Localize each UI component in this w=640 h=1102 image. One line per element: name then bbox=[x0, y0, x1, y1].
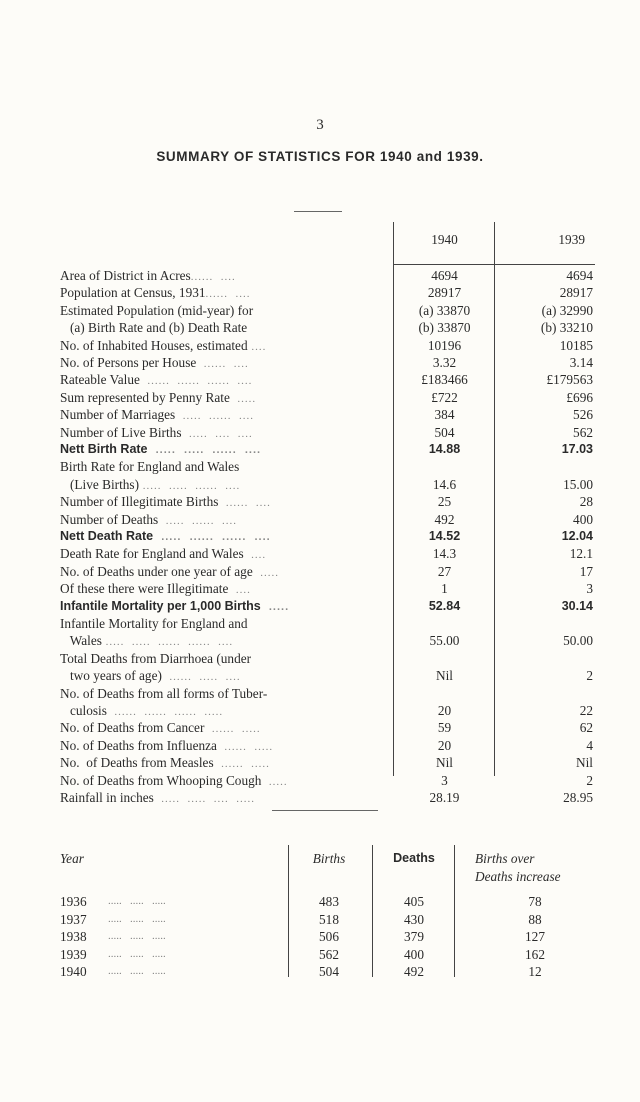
stats-row bbox=[60, 702, 595, 719]
stats-label: Population at Census, 1931...... .... bbox=[60, 285, 251, 301]
stats-row bbox=[60, 406, 595, 423]
stats-value-1939: (b) 33210 bbox=[540, 320, 593, 336]
bd-year: 1937 bbox=[60, 911, 87, 927]
bd-deaths: 400 bbox=[404, 946, 424, 962]
stats-label: Number of Marriages ..... ...... .... bbox=[60, 407, 254, 423]
stats-row bbox=[60, 389, 595, 406]
stats-value-1939: 50.00 bbox=[563, 633, 593, 649]
stats-row bbox=[60, 719, 595, 736]
stats-row bbox=[60, 441, 595, 458]
stats-value-1939: 2 bbox=[586, 772, 593, 788]
bd-increase: 78 bbox=[528, 894, 542, 909]
bd-increase: 127 bbox=[525, 929, 545, 945]
stats-value-1939: 28917 bbox=[559, 285, 593, 301]
stats-label: No. of Deaths from Whooping Cough ..... bbox=[60, 772, 288, 788]
stats-row bbox=[60, 354, 595, 371]
header-deaths: Deaths bbox=[393, 851, 435, 865]
header-increase-line1: Births over bbox=[475, 851, 535, 866]
stats-row bbox=[60, 337, 595, 354]
stats-value-1939: 12.04 bbox=[561, 529, 593, 543]
stats-row bbox=[60, 754, 595, 771]
stats-row bbox=[60, 667, 595, 684]
stats-row bbox=[60, 772, 595, 789]
stats-label: No. of Deaths from Measles ...... ..... bbox=[60, 755, 270, 771]
stats-row bbox=[60, 650, 595, 667]
stats-row bbox=[60, 685, 595, 702]
bd-dots: ..... ..... ..... bbox=[108, 895, 166, 907]
stats-value-1940: 4694 bbox=[431, 268, 458, 283]
stats-value-1939: 10185 bbox=[559, 337, 593, 353]
stats-value-1940: (a) 33870 bbox=[418, 302, 471, 318]
bd-deaths: 492 bbox=[404, 964, 424, 980]
stats-label: Area of District in Acres...... .... bbox=[60, 268, 236, 283]
stats-value-1940: 14.3 bbox=[432, 546, 457, 562]
stats-value-1939: 28.95 bbox=[563, 790, 593, 805]
stats-label: No. of Inhabited Houses, estimated .... bbox=[60, 337, 267, 353]
stats-label: No. of Deaths from Cancer ...... ..... bbox=[60, 720, 261, 736]
stats-row bbox=[60, 545, 595, 562]
page-title: SUMMARY OF STATISTICS FOR 1940 and 1939. bbox=[156, 149, 484, 164]
bd-year: 1940 bbox=[60, 964, 87, 980]
stats-row bbox=[60, 284, 595, 301]
stats-value-1939: 3.14 bbox=[569, 355, 593, 370]
bd-dots: ..... ..... ..... bbox=[108, 947, 166, 960]
stats-row bbox=[60, 789, 595, 806]
stats-value-1940: 14.88 bbox=[428, 442, 461, 456]
stats-value-1940: 55.00 bbox=[429, 633, 460, 649]
bd-dots: ..... ..... ..... bbox=[108, 912, 166, 925]
bd-births: 506 bbox=[319, 929, 339, 945]
stats-row bbox=[60, 598, 595, 615]
stats-value-1940: 14.6 bbox=[432, 476, 457, 492]
stats-value-1939: 526 bbox=[573, 407, 593, 423]
bd-increase: 88 bbox=[528, 911, 542, 927]
stats-value-1939: 3 bbox=[586, 581, 593, 597]
bd-year: 1939 bbox=[60, 946, 87, 962]
stats-value-1940: 3 bbox=[441, 772, 448, 788]
stats-value-1939: 30.14 bbox=[561, 598, 593, 613]
births-deaths-row bbox=[60, 893, 620, 911]
stats-value-1939: £179563 bbox=[546, 372, 593, 388]
stats-value-1939: £696 bbox=[566, 389, 593, 405]
bd-dots: ..... ..... ..... bbox=[108, 930, 166, 943]
header-underline bbox=[393, 264, 595, 265]
stats-row bbox=[60, 511, 595, 528]
bd-year: 1936 bbox=[60, 894, 87, 909]
stats-label: Number of Illegitimate Births ...... .... bbox=[60, 494, 271, 510]
stats-row bbox=[60, 267, 595, 284]
stats-row bbox=[60, 528, 595, 545]
stats-value-1939: 62 bbox=[579, 720, 593, 736]
bd-births: 562 bbox=[319, 946, 339, 962]
stats-label: (a) Birth Rate and (b) Death Rate bbox=[60, 320, 248, 336]
stats-label: No. of Deaths from Influenza ...... ..... bbox=[60, 737, 274, 753]
stats-label: No. of Persons per House ...... .... bbox=[60, 355, 249, 370]
bd-increase: 162 bbox=[525, 946, 545, 962]
stats-value-1940: 28917 bbox=[427, 285, 462, 301]
stats-value-1940: £722 bbox=[431, 389, 458, 405]
stats-row bbox=[60, 632, 595, 649]
stats-value-1939: Nil bbox=[576, 755, 593, 771]
stats-label: Rainfall in inches ..... ..... .... ..... bbox=[60, 790, 256, 805]
stats-value-1940: 14.52 bbox=[428, 529, 461, 543]
stats-row bbox=[60, 563, 595, 580]
stats-value-1940: 28.19 bbox=[429, 790, 460, 805]
column-header-1940: 1940 bbox=[431, 232, 458, 247]
stats-value-1940: 10196 bbox=[427, 337, 462, 353]
stats-value-1939: (a) 32990 bbox=[541, 302, 593, 318]
stats-value-1940: 3.32 bbox=[432, 355, 457, 370]
stats-value-1939: 22 bbox=[579, 703, 593, 718]
stats-value-1939: 12.1 bbox=[569, 546, 593, 562]
stats-label: Rateable Value ...... ...... ...... .... bbox=[60, 372, 253, 388]
stats-row bbox=[60, 458, 595, 475]
bd-births: 483 bbox=[319, 894, 339, 909]
bd-deaths: 405 bbox=[404, 894, 424, 909]
header-increase-line2: Deaths increase bbox=[475, 869, 561, 884]
stats-value-1939: 400 bbox=[573, 511, 593, 527]
bd-year: 1938 bbox=[60, 929, 87, 945]
stats-value-1940: 52.84 bbox=[428, 598, 461, 613]
stats-label: No. of Deaths under one year of age ..... bbox=[60, 563, 279, 579]
stats-label: (Live Births) ..... ..... ...... .... bbox=[60, 476, 241, 492]
stats-label: Sum represented by Penny Rate ..... bbox=[60, 389, 257, 405]
section-divider bbox=[272, 810, 378, 811]
stats-row bbox=[60, 580, 595, 597]
stats-label: Number of Live Births ..... .... .... bbox=[60, 424, 253, 440]
stats-row bbox=[60, 424, 595, 441]
stats-value-1940: 27 bbox=[437, 563, 452, 579]
births-deaths-row bbox=[60, 946, 620, 964]
bd-deaths: 430 bbox=[404, 911, 424, 927]
stats-value-1940: £183466 bbox=[421, 372, 468, 388]
stats-label: Estimated Population (mid-year) for bbox=[60, 302, 254, 318]
stats-value-1940: 504 bbox=[434, 424, 455, 440]
stats-label: Nett Birth Rate ..... ..... ...... .... bbox=[60, 442, 262, 456]
stats-value-1939: 28 bbox=[579, 494, 593, 510]
column-header-1939: 1939 bbox=[558, 232, 585, 247]
stats-row bbox=[60, 476, 595, 493]
stats-value-1940: Nil bbox=[436, 668, 453, 684]
stats-value-1940: 492 bbox=[434, 511, 455, 527]
stats-label: Total Deaths from Diarrhoea (under bbox=[60, 650, 252, 666]
births-deaths-row bbox=[60, 928, 620, 946]
stats-value-1939: 15.00 bbox=[563, 476, 593, 492]
stats-label: Nett Death Rate ..... ...... ...... .... bbox=[60, 529, 271, 543]
stats-row bbox=[60, 615, 595, 632]
stats-label: culosis ...... ...... ...... ..... bbox=[60, 703, 224, 718]
stats-value-1940: 59 bbox=[437, 720, 452, 736]
births-deaths-row bbox=[60, 963, 620, 981]
bd-dots: ..... ..... ..... bbox=[108, 965, 166, 978]
bd-births: 518 bbox=[319, 911, 339, 927]
stats-label: No. of Deaths from all forms of Tuber- bbox=[60, 685, 268, 701]
stats-value-1939: 4 bbox=[586, 737, 593, 753]
stats-value-1940: 1 bbox=[441, 581, 448, 597]
bd-births: 504 bbox=[319, 964, 339, 980]
stats-label: Infantile Mortality for England and bbox=[60, 616, 248, 631]
stats-row bbox=[60, 302, 595, 319]
stats-label: Of these there were Illegitimate .... bbox=[60, 581, 251, 597]
births-deaths-row bbox=[60, 911, 620, 929]
stats-label: two years of age) ...... ..... .... bbox=[60, 668, 241, 684]
stats-row bbox=[60, 737, 595, 754]
stats-value-1939: 2 bbox=[586, 668, 593, 684]
stats-value-1940: 20 bbox=[437, 703, 452, 718]
stats-label: Wales ..... ..... ...... ...... .... bbox=[60, 633, 234, 649]
stats-label: Death Rate for England and Wales .... bbox=[60, 546, 267, 562]
stats-row bbox=[60, 493, 595, 510]
stats-value-1939: 4694 bbox=[566, 268, 593, 283]
stats-value-1939: 562 bbox=[573, 424, 593, 440]
header-year: Year bbox=[60, 851, 84, 866]
stats-label: Infantile Mortality per 1,000 Births ..... bbox=[60, 598, 290, 613]
stats-row bbox=[60, 371, 595, 388]
stats-value-1940: 25 bbox=[437, 494, 452, 510]
stats-value-1939: 17 bbox=[579, 563, 593, 579]
header-births: Births bbox=[312, 851, 346, 866]
stats-label: Birth Rate for England and Wales bbox=[60, 459, 240, 475]
page-number: 3 bbox=[316, 117, 324, 133]
bd-increase: 12 bbox=[528, 964, 542, 980]
bd-deaths: 379 bbox=[404, 929, 424, 945]
stats-row bbox=[60, 319, 595, 336]
stats-value-1940: 20 bbox=[437, 737, 452, 753]
stats-value-1940: (b) 33870 bbox=[418, 320, 471, 336]
stats-value-1940: Nil bbox=[436, 755, 453, 771]
stats-label: Number of Deaths ..... ...... .... bbox=[60, 511, 237, 527]
title-divider bbox=[294, 211, 342, 212]
stats-value-1939: 17.03 bbox=[561, 442, 593, 456]
stats-value-1940: 384 bbox=[434, 407, 455, 423]
